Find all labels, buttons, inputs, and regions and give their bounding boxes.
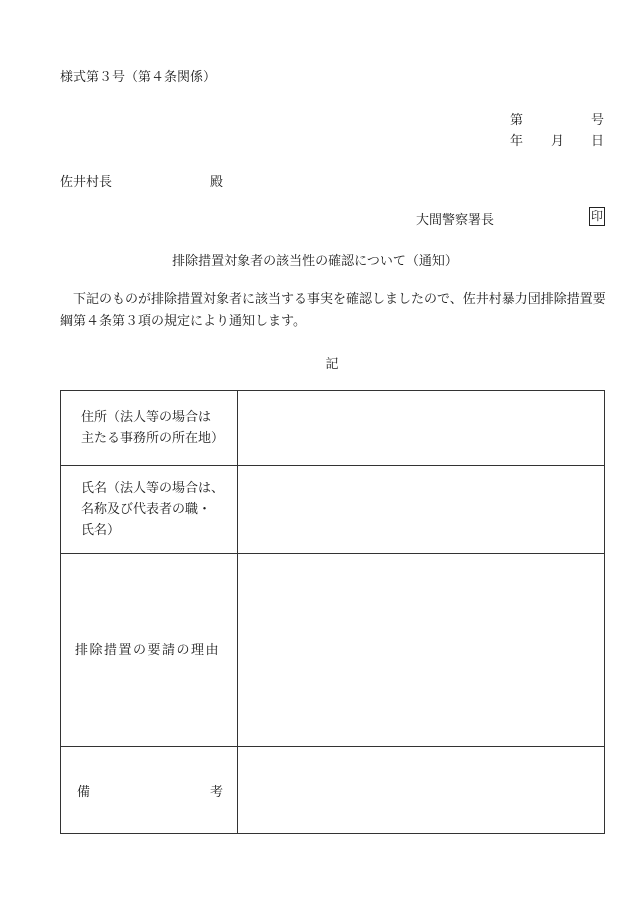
doc-number-suffix: 号 bbox=[590, 113, 604, 128]
seal-mark: 印 bbox=[589, 207, 605, 226]
name-value-cell[interactable] bbox=[238, 466, 605, 554]
name-label bbox=[61, 478, 237, 541]
date-month: 月 bbox=[551, 134, 565, 149]
ki-heading: 記 bbox=[325, 357, 339, 372]
doc-number-prefix: 第 bbox=[510, 113, 524, 128]
remarks-label bbox=[61, 781, 237, 800]
name-label-line3: 氏名） bbox=[81, 523, 121, 538]
reason-label-cell bbox=[61, 554, 238, 747]
reason-value-cell[interactable] bbox=[238, 554, 605, 747]
document-title: 排除措置対象者の該当性の確認について（通知） bbox=[172, 254, 458, 269]
date-day: 日 bbox=[590, 134, 604, 149]
remarks-label-right: 考 bbox=[209, 784, 223, 800]
name-label-line1: 氏名（法人等の場合は、 bbox=[81, 481, 225, 496]
reason-label: 排除措置の要請の理由 bbox=[75, 642, 221, 658]
remarks-label-left: 備 bbox=[77, 784, 91, 800]
table-row-name bbox=[61, 466, 605, 554]
address-label-line2: 主たる事務所の所在地） bbox=[81, 431, 225, 446]
notification-table bbox=[60, 390, 605, 834]
date-year: 年 bbox=[510, 134, 524, 149]
sender-name: 大間警察署長 bbox=[416, 213, 495, 228]
remarks-label-cell bbox=[61, 747, 238, 834]
address-label-cell bbox=[61, 391, 238, 466]
table-row-remarks bbox=[61, 747, 605, 834]
form-number: 様式第３号（第４条関係） bbox=[60, 70, 217, 85]
address-label bbox=[61, 407, 237, 449]
addressee-name: 佐井村長 bbox=[60, 175, 113, 190]
table-row-reason bbox=[61, 554, 605, 747]
table-row-address bbox=[61, 391, 605, 466]
address-label-line1: 住所（法人等の場合は bbox=[81, 410, 212, 425]
remarks-value-cell[interactable] bbox=[238, 747, 605, 834]
name-label-line2: 名称及び代表者の職・ bbox=[81, 502, 212, 517]
addressee-honorific: 殿 bbox=[210, 175, 224, 190]
address-value-cell[interactable] bbox=[238, 391, 605, 466]
name-label-cell bbox=[61, 466, 238, 554]
body-text: 下記のものが排除措置対象者に該当する事実を確認しましたので、佐井村暴力団排除措置要綱第４条第３項の規定により通知します。 bbox=[60, 292, 606, 329]
document-number-line bbox=[510, 109, 604, 128]
